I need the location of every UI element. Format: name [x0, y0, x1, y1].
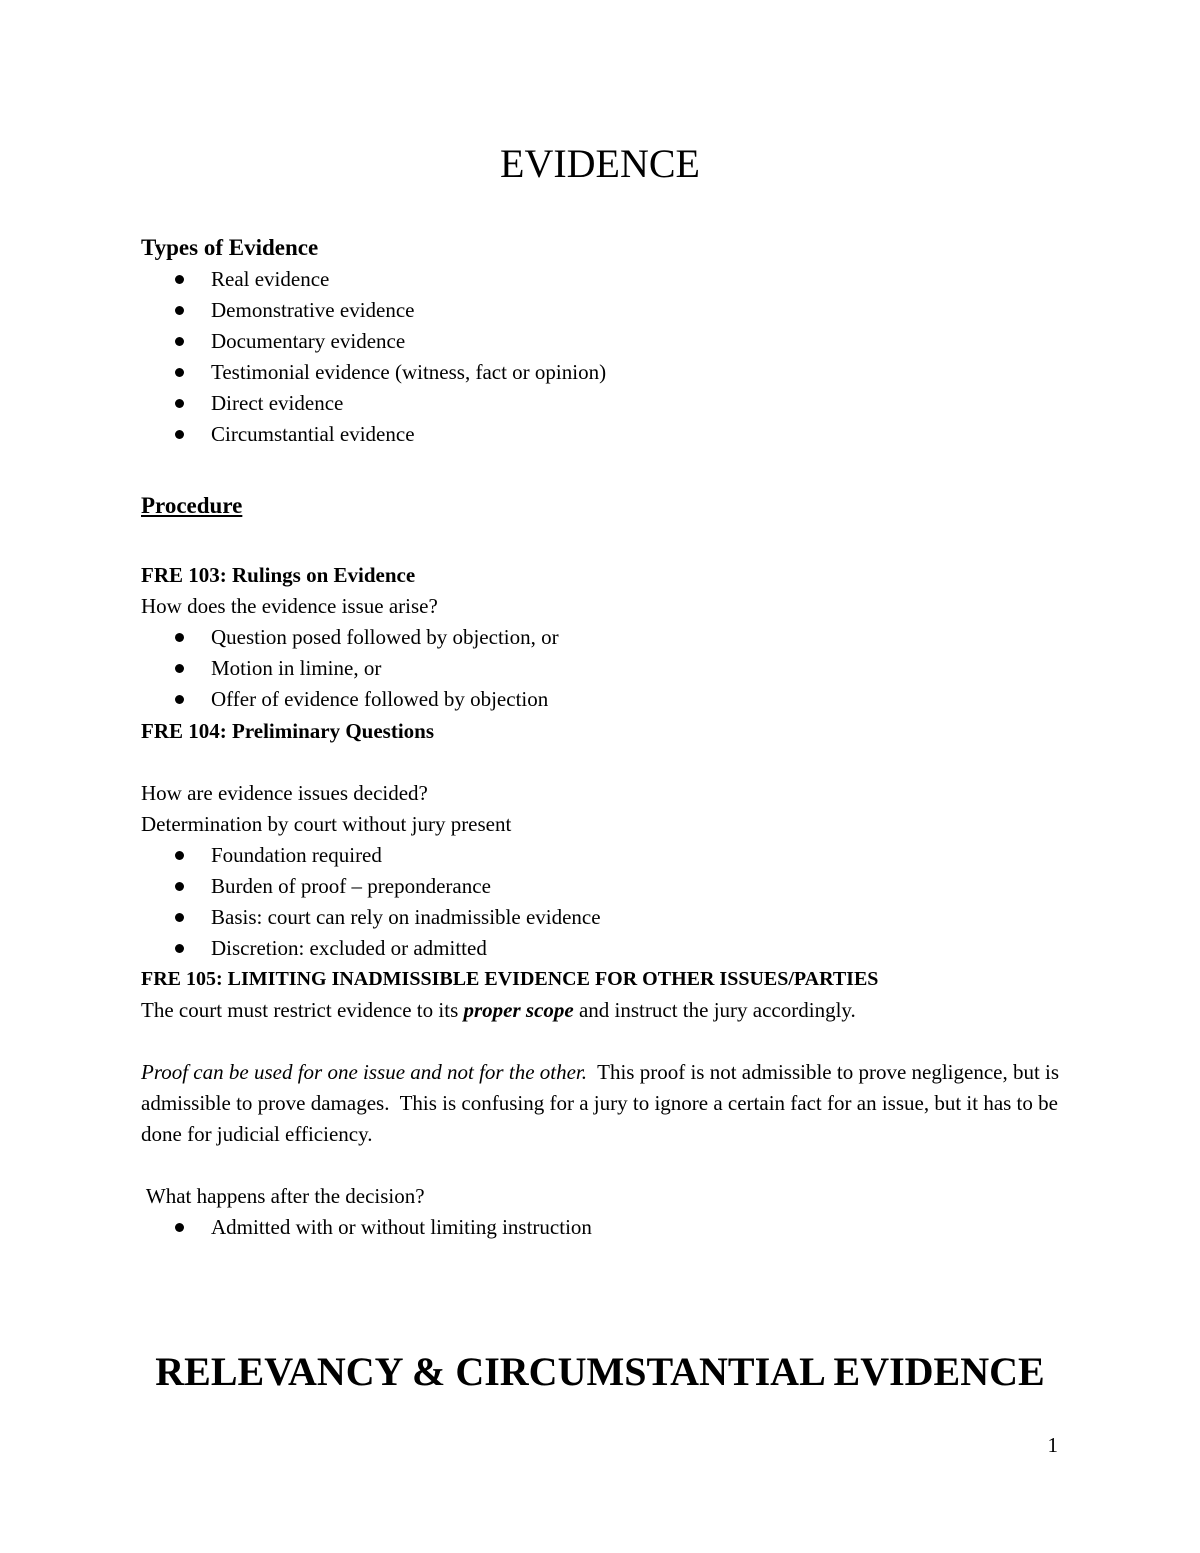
bullet-icon [175, 275, 184, 284]
page-number: 1 [1047, 1433, 1058, 1457]
page-title: EVIDENCE [500, 141, 700, 186]
section-title: RELEVANCY & CIRCUMSTANTIAL EVIDENCE [155, 1349, 1045, 1394]
bullet-icon [175, 882, 184, 891]
bullet-icon [175, 306, 184, 315]
bullet-icon [175, 430, 184, 439]
bullet-icon [175, 368, 184, 377]
fre105-scope-line: The court must restrict evidence to its proper scope and instruct the jury accordingly. [141, 998, 856, 1022]
bullet-icon [175, 337, 184, 346]
bullet-icon [175, 399, 184, 408]
list-item: Motion in limine, or [141, 653, 559, 684]
list-item: Demonstrative evidence [141, 295, 606, 326]
list-item: Testimonial evidence (witness, fact or opinion) [141, 357, 606, 388]
after-decision-list [141, 1212, 592, 1243]
proper-scope-emphasis: proper scope [463, 998, 574, 1022]
list-item: Offer of evidence followed by objection [141, 684, 559, 715]
fre103-question: How does the evidence issue arise? [141, 594, 438, 618]
list-item: Basis: court can rely on inadmissible evidence [141, 902, 601, 933]
bullet-icon [175, 913, 184, 922]
procedure-heading: Procedure [141, 493, 243, 518]
fre103-heading: FRE 103: Rulings on Evidence [141, 563, 416, 587]
bullet-icon [175, 695, 184, 704]
list-item: Burden of proof – preponderance [141, 871, 601, 902]
fre105-heading: FRE 105: LIMITING INADMISSIBLE EVIDENCE FOR OTHER ISSUES/PARTIES [141, 968, 879, 990]
list-item: Circumstantial evidence [141, 419, 606, 450]
types-heading: Types of Evidence [141, 235, 319, 260]
list-item: Foundation required [141, 840, 601, 871]
bullet-icon [175, 944, 184, 953]
list-item: Documentary evidence [141, 326, 606, 357]
list-item: Discretion: excluded or admitted [141, 933, 601, 964]
bullet-icon [175, 1223, 184, 1232]
bullet-icon [175, 851, 184, 860]
types-list [141, 264, 606, 450]
fre104-determination: Determination by court without jury present [141, 812, 512, 836]
after-decision-question: What happens after the decision? [141, 1184, 425, 1208]
list-item: Real evidence [141, 264, 606, 295]
fre104-list [141, 840, 601, 964]
bullet-icon [175, 664, 184, 673]
list-item: Question posed followed by objection, or [141, 622, 559, 653]
list-item: Admitted with or without limiting instruction [141, 1212, 592, 1243]
fre104-question: How are evidence issues decided? [141, 781, 428, 805]
fre105-paragraph: Proof can be used for one issue and not for the other. This proof is not admissible to prove negligence, but is admissible to prove damages. This is confusing for a jury to ignore a certain fact for an issue, but it has to be done for judicial efficiency. [141, 1060, 1065, 1146]
fre104-heading: FRE 104: Preliminary Questions [141, 719, 435, 743]
fre103-list [141, 622, 559, 715]
bullet-icon [175, 633, 184, 642]
list-item: Direct evidence [141, 388, 606, 419]
